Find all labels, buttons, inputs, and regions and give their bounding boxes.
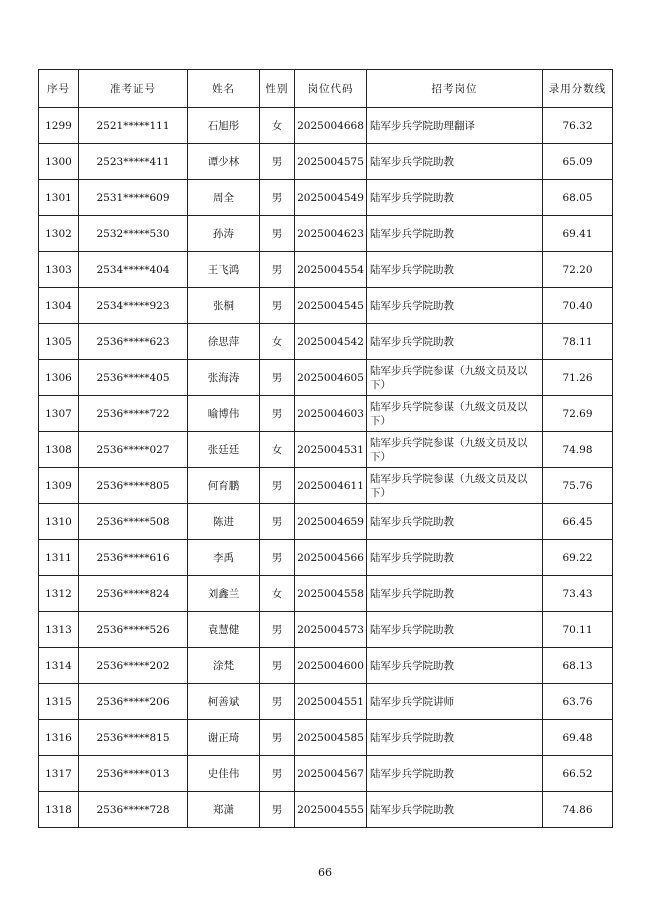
- cell-seq: 1313: [39, 612, 79, 648]
- cell-name: 涂梵: [188, 648, 260, 684]
- header-seq: 序号: [39, 70, 79, 108]
- cell-name: 史佳伟: [188, 756, 260, 792]
- cell-seq: 1304: [39, 288, 79, 324]
- cell-ticket: 2536*****722: [79, 396, 188, 432]
- cell-post: 陆军步兵学院助教: [367, 720, 543, 756]
- cell-gender: 女: [260, 324, 295, 360]
- cell-score: 72.69: [543, 396, 613, 432]
- cell-gender: 男: [260, 252, 295, 288]
- cell-name: 柯善斌: [188, 684, 260, 720]
- cell-score: 74.98: [543, 432, 613, 468]
- cell-name: 徐思萍: [188, 324, 260, 360]
- cell-gender: 男: [260, 540, 295, 576]
- cell-name: 袁慧健: [188, 612, 260, 648]
- cell-post-code: 2025004531: [295, 432, 367, 468]
- cell-post: 陆军步兵学院助教: [367, 504, 543, 540]
- page-number: 66: [318, 866, 332, 879]
- table-row: [39, 216, 613, 252]
- cell-score: 69.22: [543, 540, 613, 576]
- cell-ticket: 2521*****111: [79, 108, 188, 144]
- cell-ticket: 2536*****526: [79, 612, 188, 648]
- cell-score: 68.13: [543, 648, 613, 684]
- cell-post-code: 2025004566: [295, 540, 367, 576]
- table-header-row: [39, 70, 613, 108]
- cell-score: 66.52: [543, 756, 613, 792]
- cell-post: 陆军步兵学院助教: [367, 288, 543, 324]
- cell-post-code: 2025004558: [295, 576, 367, 612]
- cell-score: 75.76: [543, 468, 613, 504]
- cell-score: 68.05: [543, 180, 613, 216]
- cell-post: 陆军步兵学院助理翻译: [367, 108, 543, 144]
- cell-score: 70.11: [543, 612, 613, 648]
- table-row: [39, 324, 613, 360]
- cell-name: 王飞鸿: [188, 252, 260, 288]
- header-name: 姓名: [188, 70, 260, 108]
- cell-gender: 男: [260, 720, 295, 756]
- cell-gender: 男: [260, 396, 295, 432]
- cell-name: 喻博伟: [188, 396, 260, 432]
- table-row: [39, 540, 613, 576]
- cell-name: 张桐: [188, 288, 260, 324]
- cell-seq: 1310: [39, 504, 79, 540]
- cell-seq: 1300: [39, 144, 79, 180]
- cell-post: 陆军步兵学院助教: [367, 324, 543, 360]
- cell-post: 陆军步兵学院参谋（九级文员及以下）: [367, 468, 543, 504]
- cell-gender: 男: [260, 288, 295, 324]
- header-post: 招考岗位: [367, 70, 543, 108]
- cell-post: 陆军步兵学院讲师: [367, 684, 543, 720]
- cell-seq: 1312: [39, 576, 79, 612]
- cell-post-code: 2025004554: [295, 252, 367, 288]
- table-row: [39, 108, 613, 144]
- cell-post-code: 2025004575: [295, 144, 367, 180]
- cell-ticket: 2536*****815: [79, 720, 188, 756]
- cell-ticket: 2536*****202: [79, 648, 188, 684]
- cell-post: 陆军步兵学院助教: [367, 648, 543, 684]
- cell-ticket: 2536*****405: [79, 360, 188, 396]
- cell-post-code: 2025004600: [295, 648, 367, 684]
- cell-post: 陆军步兵学院参谋（九级文员及以下）: [367, 396, 543, 432]
- table-row: [39, 684, 613, 720]
- cell-name: 孙涛: [188, 216, 260, 252]
- table-row: [39, 756, 613, 792]
- header-score: 录用分数线: [543, 70, 613, 108]
- cell-seq: 1299: [39, 108, 79, 144]
- cell-seq: 1305: [39, 324, 79, 360]
- cell-post: 陆军步兵学院参谋（九级文员及以下）: [367, 360, 543, 396]
- cell-seq: 1307: [39, 396, 79, 432]
- table-row: [39, 720, 613, 756]
- cell-ticket: 2536*****206: [79, 684, 188, 720]
- cell-gender: 男: [260, 756, 295, 792]
- cell-ticket: 2536*****508: [79, 504, 188, 540]
- cell-post: 陆军步兵学院助教: [367, 144, 543, 180]
- cell-post-code: 2025004551: [295, 684, 367, 720]
- cell-post-code: 2025004659: [295, 504, 367, 540]
- cell-seq: 1314: [39, 648, 79, 684]
- cell-post: 陆军步兵学院助教: [367, 180, 543, 216]
- cell-name: 陈进: [188, 504, 260, 540]
- cell-seq: 1301: [39, 180, 79, 216]
- table-row: [39, 468, 613, 504]
- table-row: [39, 288, 613, 324]
- cell-ticket: 2536*****013: [79, 756, 188, 792]
- cell-post-code: 2025004585: [295, 720, 367, 756]
- cell-post: 陆军步兵学院助教: [367, 612, 543, 648]
- cell-ticket: 2536*****027: [79, 432, 188, 468]
- cell-name: 李禹: [188, 540, 260, 576]
- cell-ticket: 2534*****923: [79, 288, 188, 324]
- cell-ticket: 2523*****411: [79, 144, 188, 180]
- cell-score: 69.41: [543, 216, 613, 252]
- cell-seq: 1311: [39, 540, 79, 576]
- cell-post-code: 2025004573: [295, 612, 367, 648]
- cell-score: 69.48: [543, 720, 613, 756]
- header-post-code: 岗位代码: [295, 70, 367, 108]
- table-row: [39, 504, 613, 540]
- cell-name: 何育鹏: [188, 468, 260, 504]
- table-row: [39, 396, 613, 432]
- cell-score: 70.40: [543, 288, 613, 324]
- cell-seq: 1303: [39, 252, 79, 288]
- cell-post: 陆军步兵学院助教: [367, 540, 543, 576]
- cell-gender: 男: [260, 612, 295, 648]
- cell-post-code: 2025004567: [295, 756, 367, 792]
- cell-score: 78.11: [543, 324, 613, 360]
- cell-gender: 男: [260, 360, 295, 396]
- cell-score: 65.09: [543, 144, 613, 180]
- cell-gender: 男: [260, 504, 295, 540]
- cell-gender: 男: [260, 180, 295, 216]
- cell-post: 陆军步兵学院助教: [367, 792, 543, 828]
- cell-seq: 1302: [39, 216, 79, 252]
- table-row: [39, 432, 613, 468]
- cell-gender: 女: [260, 432, 295, 468]
- cell-score: 76.32: [543, 108, 613, 144]
- cell-seq: 1308: [39, 432, 79, 468]
- cell-post: 陆军步兵学院助教: [367, 756, 543, 792]
- cell-score: 72.20: [543, 252, 613, 288]
- table-row: [39, 648, 613, 684]
- cell-seq: 1315: [39, 684, 79, 720]
- cell-name: 张廷廷: [188, 432, 260, 468]
- cell-seq: 1317: [39, 756, 79, 792]
- cell-name: 谢正琦: [188, 720, 260, 756]
- cell-post-code: 2025004605: [295, 360, 367, 396]
- header-ticket: 准考证号: [79, 70, 188, 108]
- cell-post-code: 2025004611: [295, 468, 367, 504]
- header-gender: 性别: [260, 70, 295, 108]
- cell-score: 71.26: [543, 360, 613, 396]
- cell-post-code: 2025004668: [295, 108, 367, 144]
- cell-gender: 女: [260, 576, 295, 612]
- cell-post-code: 2025004623: [295, 216, 367, 252]
- cell-ticket: 2536*****805: [79, 468, 188, 504]
- cell-ticket: 2536*****824: [79, 576, 188, 612]
- cell-post-code: 2025004555: [295, 792, 367, 828]
- cell-name: 刘鑫兰: [188, 576, 260, 612]
- cell-name: 石旭彤: [188, 108, 260, 144]
- cell-gender: 男: [260, 648, 295, 684]
- cell-name: 周全: [188, 180, 260, 216]
- table-row: [39, 144, 613, 180]
- cell-post: 陆军步兵学院助教: [367, 216, 543, 252]
- cell-gender: 女: [260, 108, 295, 144]
- table-body: [39, 108, 613, 828]
- cell-ticket: 2536*****623: [79, 324, 188, 360]
- cell-gender: 男: [260, 792, 295, 828]
- cell-post-code: 2025004603: [295, 396, 367, 432]
- cell-name: 谭少林: [188, 144, 260, 180]
- table-row: [39, 576, 613, 612]
- cell-seq: 1309: [39, 468, 79, 504]
- cell-seq: 1316: [39, 720, 79, 756]
- table-row: [39, 360, 613, 396]
- cell-gender: 男: [260, 144, 295, 180]
- table-row: [39, 792, 613, 828]
- cell-name: 张海涛: [188, 360, 260, 396]
- cell-name: 郑潇: [188, 792, 260, 828]
- cell-ticket: 2531*****609: [79, 180, 188, 216]
- cell-post: 陆军步兵学院助教: [367, 576, 543, 612]
- cell-seq: 1318: [39, 792, 79, 828]
- cell-ticket: 2536*****616: [79, 540, 188, 576]
- cell-post-code: 2025004542: [295, 324, 367, 360]
- cell-score: 63.76: [543, 684, 613, 720]
- cell-post-code: 2025004549: [295, 180, 367, 216]
- results-table: [38, 69, 613, 828]
- cell-gender: 男: [260, 468, 295, 504]
- cell-post-code: 2025004545: [295, 288, 367, 324]
- cell-gender: 男: [260, 216, 295, 252]
- table-row: [39, 252, 613, 288]
- cell-ticket: 2536*****728: [79, 792, 188, 828]
- cell-score: 66.45: [543, 504, 613, 540]
- cell-score: 74.86: [543, 792, 613, 828]
- cell-ticket: 2534*****404: [79, 252, 188, 288]
- cell-post: 陆军步兵学院助教: [367, 252, 543, 288]
- cell-score: 73.43: [543, 576, 613, 612]
- cell-post: 陆军步兵学院参谋（九级文员及以下）: [367, 432, 543, 468]
- table-row: [39, 180, 613, 216]
- cell-ticket: 2532*****530: [79, 216, 188, 252]
- cell-seq: 1306: [39, 360, 79, 396]
- cell-gender: 男: [260, 684, 295, 720]
- table-row: [39, 612, 613, 648]
